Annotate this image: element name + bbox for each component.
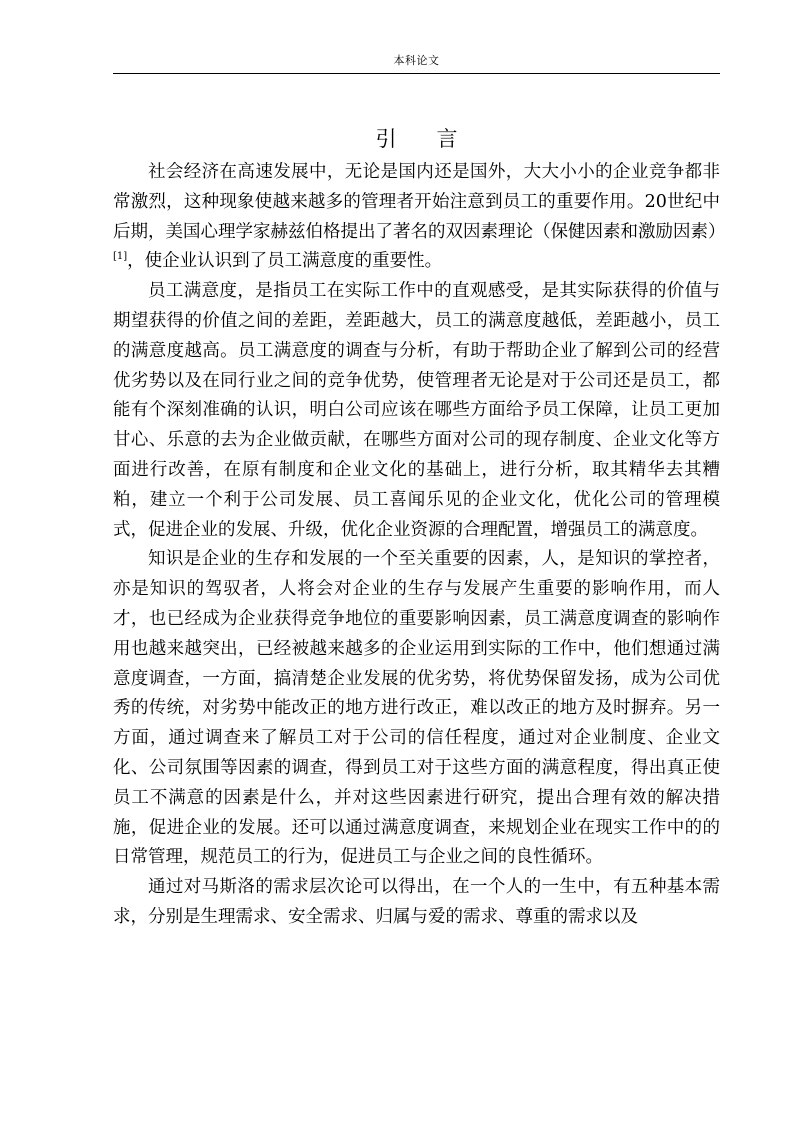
- running-header: 本科论文: [393, 54, 440, 67]
- paragraph-1: [113, 158, 726, 277]
- paragraph-1-text: 社会经济在高速发展中，无论是国内还是国外，大大小小的企业竞争都非常激烈，这种现象使越来越多的管理者开始注意到员工的重要作用。20世纪中后期，美国心理学家赫兹伯格提出了著名的双因素理论（保健因素和激励因素）: [113, 162, 726, 242]
- paragraph-2: 员工满意度，是指员工在实际工作中的直观感受，是其实际获得的价值与期望获得的价值之间的差距，差距越大，员工的满意度越低，差距越小，员工的满意度越高。员工满意度的调查与分析，有助于帮助企业了解到公司的经营优劣势以及在同行业之间的竞争优势，使管理者无论是对于公司还是员工，都能有个深刻准确的认识，明白公司应该在哪些方面给予员工保障，让员工更加甘心、乐意的去为企业做贡献，在哪些方面对公司的现存制度、企业文化等方面进行改善，在原有制度和企业文化的基础上，进行分析，取其精华去其糟粕，建立一个利于公司发展、员工喜闻乐见的企业文化，优化公司的管理模式，促进企业的发展、升级，优化企业资源的合理配置，增强员工的满意度。: [113, 281, 720, 540]
- paragraph-3: 知识是企业的生存和发展的一个至关重要的因素，人，是知识的掌控者，亦是知识的驾驭者，人将会对企业的生存与发展产生重要的影响作用，而人才，也已经成为企业获得竞争地位的重要影响因素，员工满意度调查的影响作用也越来越突出，已经被越来越多的企业运用到实际的工作中，他们想通过满意度调查，一方面，搞清楚企业发展的优劣势，将优势保留发扬，成为公司优秀的传统，对劣势中能改正的地方进行改正，难以改正的地方及时摒弃。另一方面，通过调查来了解员工对于公司的信任程度，通过对企业制度、企业文化、公司氛围等因素的调查，得到员工对于这些方面的满意程度，得出真正使员工不满意的因素是什么，并对这些因素进行研究，提出合理有效的解决措施，促进企业的发展。还可以通过满意度调查，来规划企业在现实工作中的的日常管理，规范员工的行为，促进员工与企业之间的良性循环。: [113, 549, 720, 868]
- paragraph-4: 通过对马斯洛的需求层次论可以得出，在一个人的一生中，有五种基本需求，分别是生理需求、安全需求、归属与爱的需求、尊重的需求以及: [113, 877, 720, 927]
- paragraph-1-text-continued: ，使企业认识到了员工满意度的重要性。: [127, 251, 443, 272]
- citation-ref: [1]: [113, 251, 128, 263]
- header-rule: [113, 73, 720, 74]
- body-text: [113, 158, 726, 933]
- section-title: 引言: [375, 127, 498, 151]
